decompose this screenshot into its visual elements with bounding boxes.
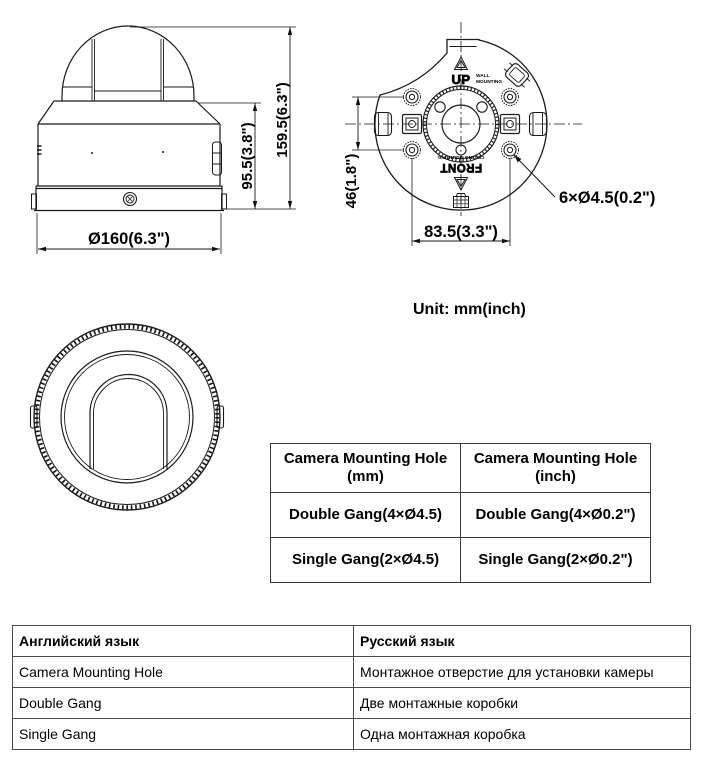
- translation-header-russian: Русский язык: [354, 626, 691, 657]
- mounting-hole-table: [270, 443, 651, 583]
- hole-table-cell: Single Gang(2×Ø0.2"): [461, 538, 651, 583]
- translation-cell-english: Double Gang: [13, 688, 354, 719]
- dimension-height-body: 95.5(3.8"): [239, 122, 256, 190]
- translation-cell-english: Single Gang: [13, 719, 354, 750]
- translation-cell-russian: Две монтажные коробки: [354, 688, 691, 719]
- hole-table-cell: Double Gang(4×Ø0.2"): [461, 493, 651, 538]
- translation-cell-english: Camera Mounting Hole: [13, 657, 354, 688]
- table-row: [271, 538, 651, 583]
- unit-note: Unit: mm(inch): [413, 301, 526, 318]
- up-label: UP: [451, 72, 471, 87]
- dimension-hole-spacing-vertical: 46(1.8"): [343, 153, 360, 209]
- mounting-plate-drawing: [335, 0, 702, 262]
- side-view-dimension-lines: [37, 27, 296, 254]
- table-row: [13, 688, 691, 719]
- hole-table-cell: Double Gang(4×Ø4.5): [271, 493, 461, 538]
- translation-cell-russian: Одна монтажная коробка: [354, 719, 691, 750]
- plate-outline: [375, 40, 547, 211]
- side-view-drawing: [0, 0, 335, 262]
- hole-table-cell: Single Gang(2×Ø4.5): [271, 538, 461, 583]
- table-row: [271, 493, 651, 538]
- wall-mounting-label-line2: MOUNTING: [476, 80, 503, 85]
- translation-header-english: Английский язык: [13, 626, 354, 657]
- ceiling-mounting-label: CEILING MOUNTING: [437, 154, 485, 159]
- dome-camera-side-outline: [32, 26, 227, 211]
- hole-table-header-mm: Camera Mounting Hole (mm): [271, 444, 461, 493]
- table-row: [13, 719, 691, 750]
- translation-cell-russian: Монтажное отверстие для установки камеры: [354, 657, 691, 688]
- dimension-height-total: 159.5(6.3"): [274, 82, 291, 158]
- translation-table: [12, 625, 691, 750]
- dimension-hole-spacing-horizontal: 83.5(3.3"): [424, 223, 498, 241]
- table-row: [13, 657, 691, 688]
- wall-mounting-label-line1: WALL: [476, 74, 490, 79]
- dimension-hole-callout: 6×Ø4.5(0.2"): [559, 189, 656, 207]
- table-header-row: [13, 626, 691, 657]
- bottom-view-drawing: [15, 310, 245, 535]
- dimension-diameter: Ø160(6.3"): [87, 230, 171, 248]
- front-label: FRONT: [439, 161, 483, 173]
- table-header-row: [271, 444, 651, 493]
- hole-table-header-inch: Camera Mounting Hole (inch): [461, 444, 651, 493]
- bottom-view-outline: [31, 324, 224, 510]
